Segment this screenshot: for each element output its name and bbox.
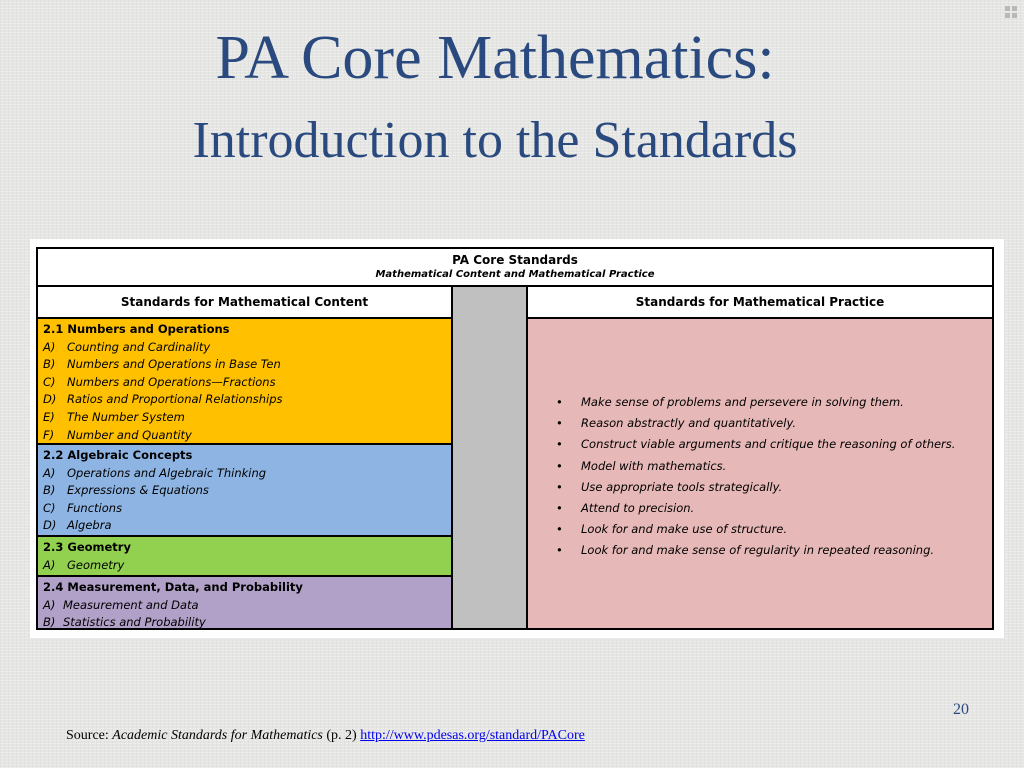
list-item: • Look for and make use of structure.	[556, 519, 955, 540]
list-item: • Make sense of problems and persevere in solving them.	[556, 392, 955, 413]
bullet-icon: •	[556, 395, 563, 409]
source-page: (p. 2)	[326, 728, 357, 743]
standards-table-image	[30, 239, 1004, 638]
list-item: • Reason abstractly and quantitatively.	[556, 413, 955, 434]
bullet-icon: •	[556, 437, 563, 452]
practice-list	[556, 392, 955, 562]
list-item: F) Number and Quantity	[43, 427, 192, 442]
list-item: • Construct viable arguments and critique the reasoning of others.	[556, 434, 955, 455]
content-column-header: Standards for Mathematical Content	[38, 287, 451, 319]
table-title: PA Core Standards	[452, 253, 578, 267]
table-subtitle: Mathematical Content and Mathematical Practice	[375, 269, 655, 280]
bullet-icon: •	[556, 543, 563, 558]
standards-table	[36, 247, 994, 630]
practice-column-header: Standards for Mathematical Practice	[528, 287, 992, 319]
bullet-icon: •	[556, 458, 563, 473]
block-heading: 2.2 Algebraic Concepts	[43, 448, 193, 462]
list-item: • Model with mathematics.	[556, 456, 955, 477]
list-item: • Attend to precision.	[556, 498, 955, 519]
page-number: 20	[953, 701, 969, 718]
content-block-geometry	[38, 537, 451, 577]
list-item: A) Geometry	[43, 557, 125, 572]
list-item: A) Operations and Algebraic Thinking	[43, 465, 267, 480]
bullet-icon: •	[556, 501, 563, 516]
bullet-icon: •	[556, 479, 563, 494]
block-heading: 2.1 Numbers and Operations	[43, 322, 230, 336]
slide-title: PA Core Mathematics:	[215, 24, 775, 92]
corner-ornament-icon	[1004, 5, 1018, 19]
list-item: C) Functions	[43, 500, 123, 515]
block-heading: 2.4 Measurement, Data, and Probability	[43, 580, 303, 594]
list-item: B) Expressions & Equations	[43, 483, 209, 498]
list-item: B) Statistics and Probability	[43, 615, 206, 630]
content-block-numbers-operations	[38, 319, 451, 445]
list-item: • Use appropriate tools strategically.	[556, 477, 955, 498]
source-citation	[66, 728, 585, 744]
bullet-icon: •	[556, 522, 563, 537]
gray-divider-column	[451, 287, 528, 628]
list-item: B) Numbers and Operations in Base Ten	[43, 357, 281, 372]
source-label: Source:	[66, 728, 109, 743]
list-item: • Look for and make sense of regularity in repeated reasoning.	[556, 540, 955, 561]
slide-subtitle: Introduction to the Standards	[192, 112, 798, 169]
table-header	[38, 249, 992, 287]
content-block-measurement-data-probability	[38, 577, 451, 628]
list-item: D) Ratios and Proportional Relationships	[43, 392, 283, 407]
list-item: C) Numbers and Operations—Fractions	[43, 374, 276, 389]
list-item: D) Algebra	[43, 518, 112, 533]
content-block-algebraic-concepts	[38, 445, 451, 537]
list-item: A) Counting and Cardinality	[43, 339, 211, 354]
practice-standards-panel	[528, 319, 992, 628]
source-link[interactable]: http://www.pdesas.org/standard/PACore	[360, 728, 585, 743]
list-item: A) Measurement and Data	[43, 597, 199, 612]
block-heading: 2.3 Geometry	[43, 540, 131, 554]
bullet-icon: •	[556, 416, 563, 431]
list-item: E) The Number System	[43, 409, 185, 424]
source-document: Academic Standards for Mathematics	[112, 728, 323, 743]
